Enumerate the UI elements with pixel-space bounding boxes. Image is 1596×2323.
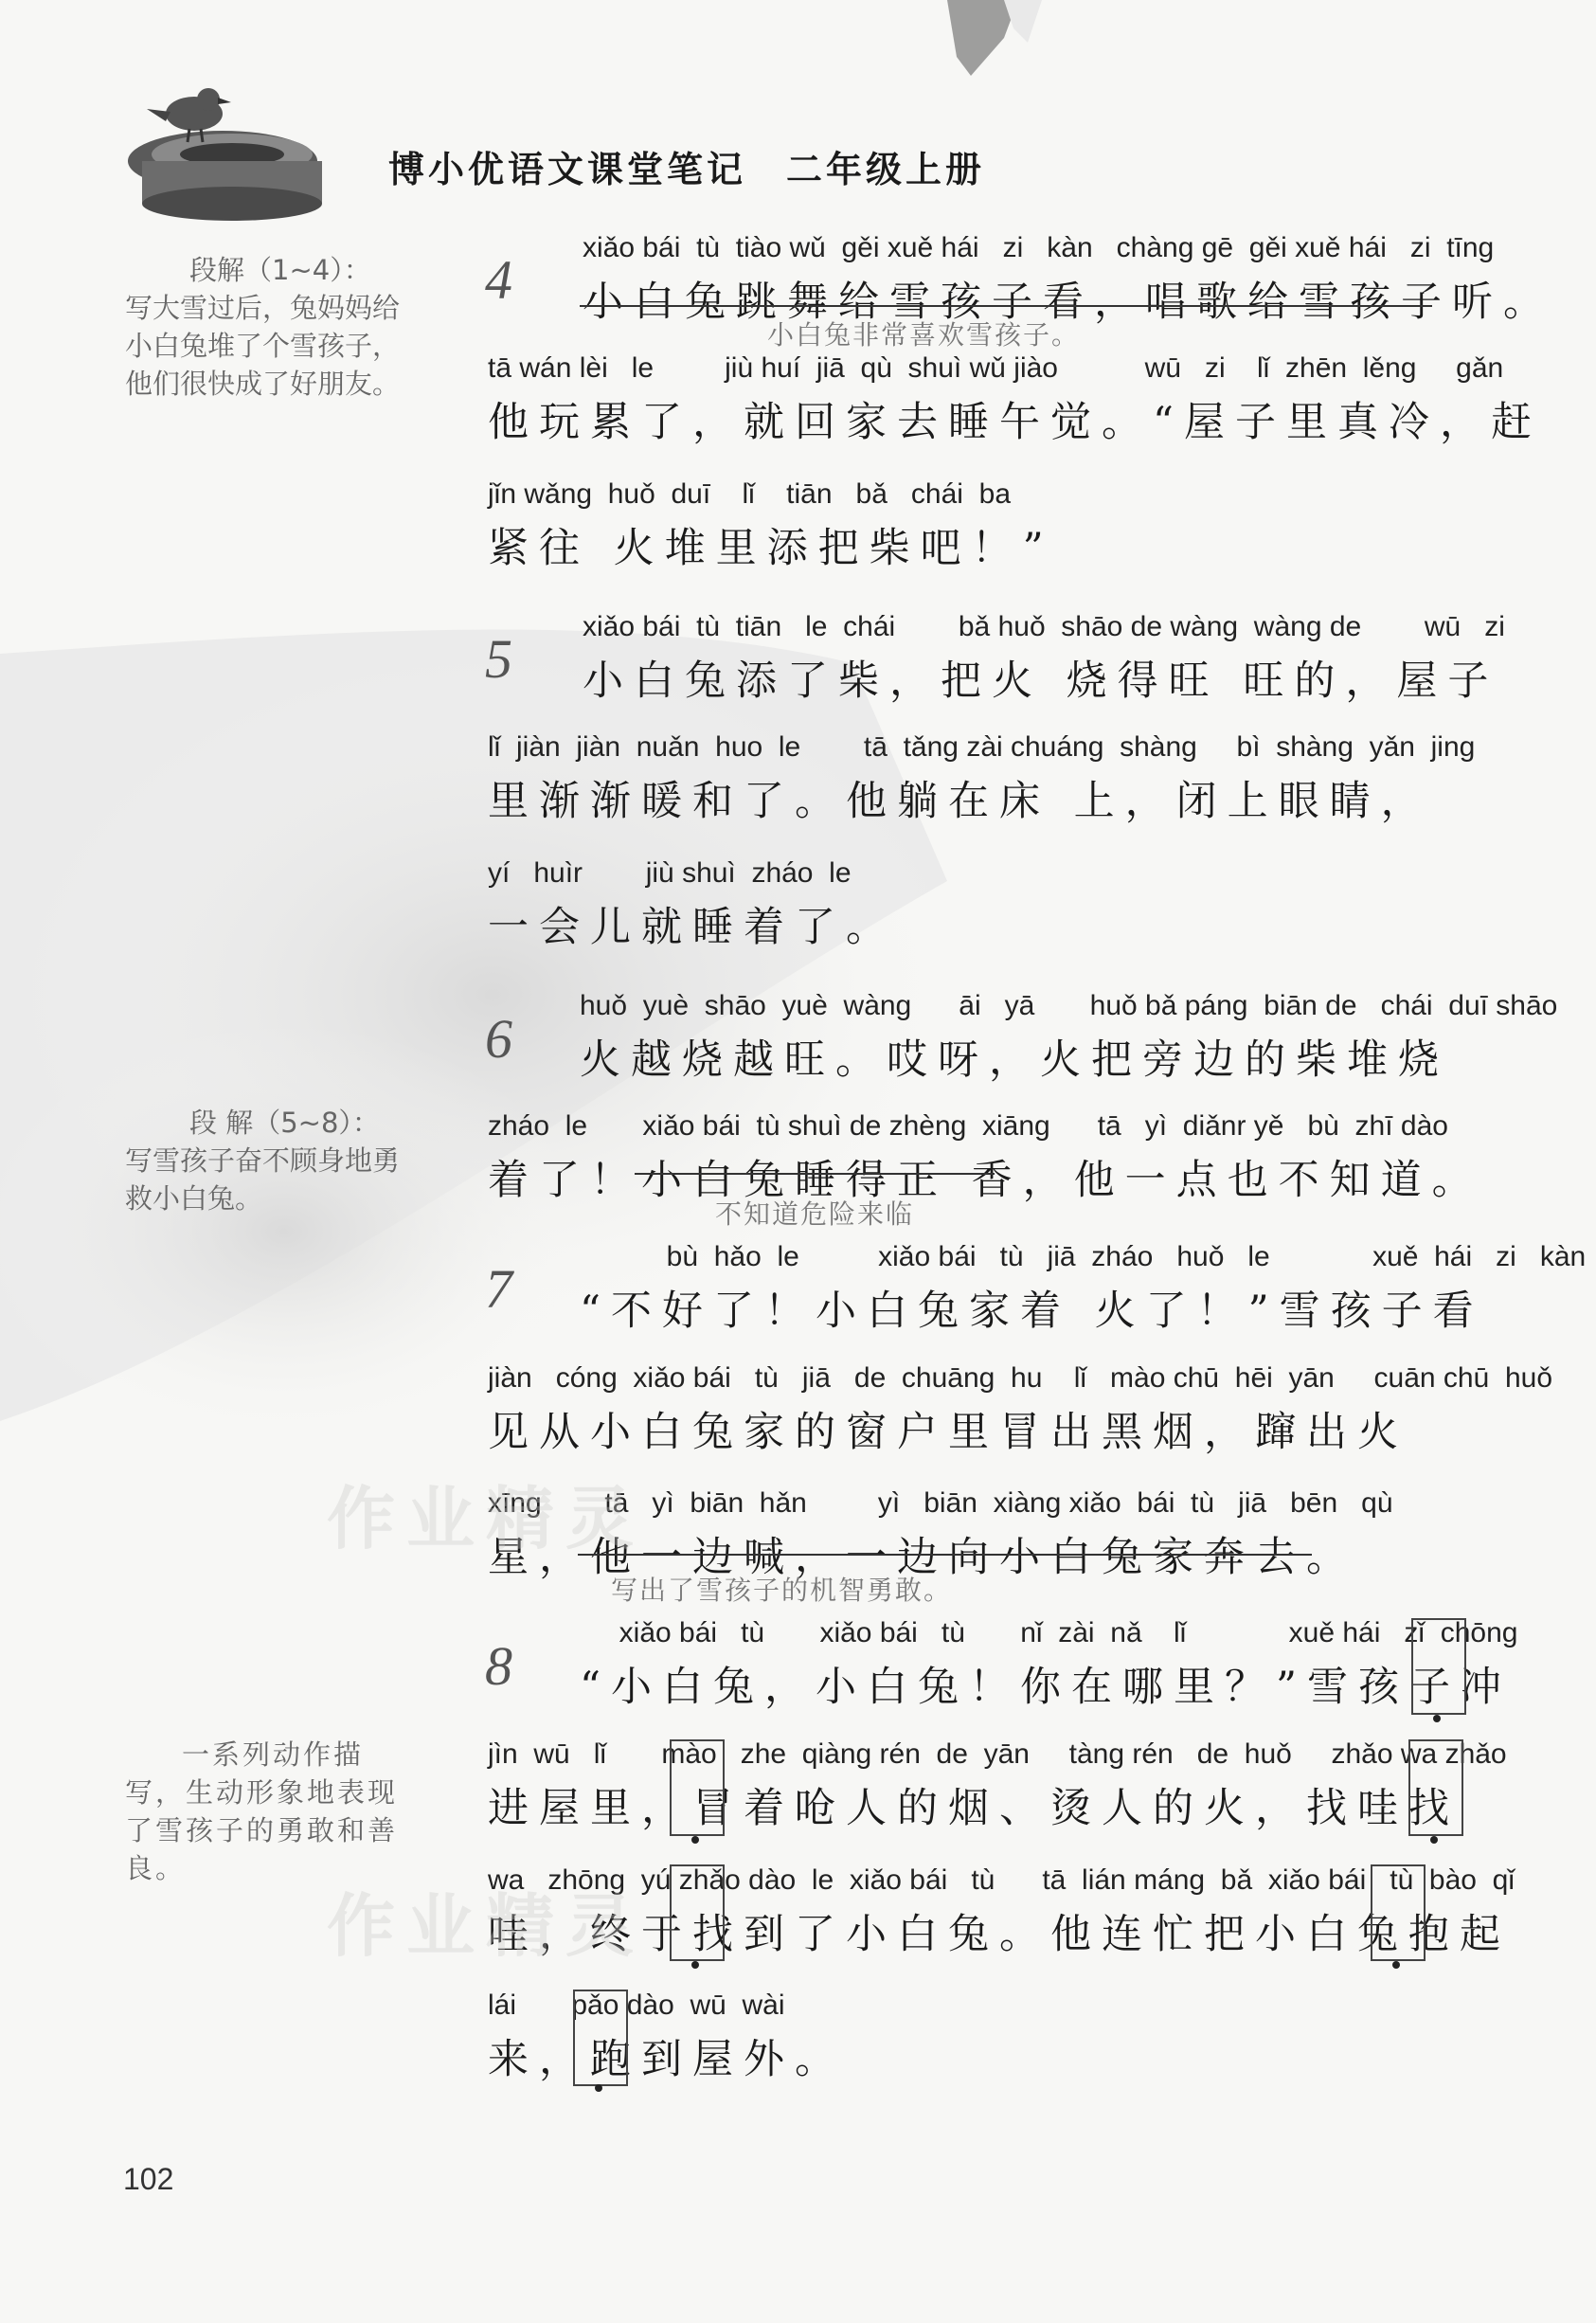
side-note-text: 写雪孩子奋不顾身地勇救小白兔。 bbox=[125, 1144, 401, 1215]
pinyin-line: zháo le xiǎo bái tù shuì de zhèng xiāng tā yì diǎnr yě bù zhī dào bbox=[488, 1110, 1448, 1142]
pinyin-line: xiǎo bái tù xiǎo bái tù nǐ zài nǎ lǐ xuě hái zǐ chōng bbox=[580, 1617, 1518, 1648]
highlight-box bbox=[1411, 1618, 1466, 1715]
text-underline bbox=[635, 1173, 995, 1175]
side-note-section-1 bbox=[125, 251, 409, 403]
emphasis-dot bbox=[1430, 1836, 1438, 1844]
text-line bbox=[488, 478, 1054, 574]
pinyin-line: tā wán lèi le jiù huí jiā qù shuì wǔ jiào wū zi lǐ zhēn lěng gǎn bbox=[488, 352, 1504, 384]
watermark: 作业精灵 bbox=[327, 1886, 646, 1966]
highlight-box bbox=[573, 1990, 628, 2086]
side-note-section-3 bbox=[125, 1736, 409, 1887]
emphasis-dot bbox=[691, 1961, 699, 1969]
paragraph-number: 5 bbox=[485, 628, 512, 690]
side-note-text: 写大雪过后，兔妈妈给小白兔堆了个雪孩子，他们很快成了好朋友。 bbox=[125, 292, 401, 400]
hanzi-line: 火越烧越旺。哎呀，火把旁边的柴堆烧 bbox=[580, 1036, 1449, 1084]
pinyin-line: xīng tā yì biān hǎn yì biān xiàng xiǎo bái tù jiā bēn qù bbox=[488, 1487, 1393, 1519]
hanzi-line: 里渐渐暖和了。他躺在床 上，闭上眼睛， bbox=[488, 778, 1432, 825]
paragraph-number: 4 bbox=[485, 249, 512, 311]
hanzi-line: 哇，终于找到了小白兔。他连忙把小白兔抱起 bbox=[488, 1911, 1511, 1958]
text-line bbox=[580, 1617, 1517, 1713]
hanzi-line: “不好了！小白兔家着 火了！”雪孩子看 bbox=[580, 1288, 1484, 1335]
paragraph-number: 6 bbox=[485, 1008, 512, 1070]
annotation-note: 不知道危险来临 bbox=[715, 1198, 915, 1230]
text-line bbox=[488, 1362, 1552, 1458]
hanzi-line: 来，跑到屋外。 bbox=[488, 2036, 846, 2083]
pinyin-line: xiǎo bái tù tiān le chái bǎ huǒ shāo de wàng wàng de wū zi bbox=[583, 611, 1505, 642]
text-line bbox=[580, 990, 1557, 1086]
pinyin-line: wa zhōng yú zhǎo dào le xiǎo bái tù tā lián máng bǎ xiǎo bái tù bào qǐ bbox=[488, 1864, 1515, 1896]
text-line bbox=[580, 1241, 1586, 1337]
pinyin-line: jǐn wǎng huǒ duī lǐ tiān bǎ chái ba bbox=[488, 478, 1011, 510]
pinyin-line: xiǎo bái tù tiào wǔ gěi xuě hái zi kàn chàng gē gěi xuě hái zi tīng bbox=[583, 232, 1495, 263]
page-number: 102 bbox=[123, 2162, 174, 2196]
emphasis-dot bbox=[595, 2084, 602, 2092]
side-note-title: 段解（1~4）： bbox=[189, 254, 371, 286]
pinyin-line: huǒ yuè shāo yuè wàng āi yā huǒ bǎ páng biān de chái duī shāo bbox=[580, 990, 1558, 1021]
emphasis-dot bbox=[1392, 1961, 1400, 1969]
paragraph-number: 8 bbox=[485, 1635, 512, 1697]
text-line bbox=[488, 731, 1475, 827]
pinyin-line: yí huìr jiù shuì zháo le bbox=[488, 857, 852, 889]
hanzi-line: 紧往 火堆里添把柴吧！” bbox=[488, 525, 1054, 572]
highlight-box bbox=[1408, 1739, 1463, 1836]
text-line bbox=[583, 232, 1554, 328]
pinyin-line: lái pǎo dào wū wài bbox=[488, 1990, 785, 2021]
watermark: 作业精灵 bbox=[327, 1479, 646, 1558]
side-note-section-2 bbox=[125, 1104, 409, 1217]
torn-corner bbox=[947, 0, 1018, 76]
text-line bbox=[583, 611, 1505, 707]
text-line bbox=[488, 1110, 1483, 1206]
hanzi-line: 他玩累了，就回家去睡午觉。“屋子里真冷，赶 bbox=[488, 399, 1542, 446]
text-underline bbox=[578, 1554, 1312, 1556]
highlight-box bbox=[670, 1864, 725, 1961]
hanzi-line: 小白兔跳舞给雪孩子看，唱歌给雪孩子听。 bbox=[583, 279, 1554, 326]
side-note-text: 一系列动作描写，生动形象地表现了雪孩子的勇敢和善良。 bbox=[125, 1738, 399, 1884]
hanzi-line: 着了！小白兔睡得正 香，他一点也不知道。 bbox=[488, 1157, 1483, 1204]
pinyin-line: jìn wū lǐ mào zhe qiàng rén de yān tàng rén de huǒ zhǎo wa zhǎo bbox=[488, 1738, 1507, 1770]
emphasis-dot bbox=[1433, 1715, 1441, 1722]
hanzi-line: 一会儿就睡着了。 bbox=[488, 904, 897, 951]
highlight-box bbox=[1371, 1864, 1426, 1961]
text-line bbox=[488, 857, 897, 953]
hanzi-line: “小白兔，小白兔！你在哪里？”雪孩子冲 bbox=[580, 1664, 1512, 1711]
text-line bbox=[488, 352, 1542, 448]
hanzi-line: 进屋里，冒着呛人的烟、烫人的火，找哇找 bbox=[488, 1785, 1460, 1832]
text-underline bbox=[580, 305, 1432, 307]
annotation-note: 小白兔非常喜欢雪孩子。 bbox=[767, 319, 1081, 351]
text-line bbox=[488, 1990, 846, 2085]
paragraph-number: 7 bbox=[485, 1258, 512, 1320]
hanzi-line: 小白兔添了柴，把火 烧得旺 旺的，屋子 bbox=[583, 657, 1499, 705]
highlight-box bbox=[670, 1739, 725, 1836]
page-title: 博小优语文课堂笔记 二年级上册 bbox=[388, 148, 986, 190]
pinyin-line: bù hǎo le xiǎo bái tù jiā zháo huǒ le xuě hái zi kàn bbox=[580, 1241, 1587, 1272]
pinyin-line: jiàn cóng xiǎo bái tù jiā de chuāng hu lǐ mào chū hēi yān cuān chū huǒ bbox=[488, 1362, 1553, 1394]
pinyin-line: lǐ jiàn jiàn nuǎn huo le tā tǎng zài chuáng shàng bì shàng yǎn jing bbox=[488, 731, 1476, 763]
text-line bbox=[488, 1738, 1507, 1834]
hanzi-line: 星，他一边喊，一边向小白兔家奔去。 bbox=[488, 1534, 1357, 1581]
annotation-note: 写出了雪孩子的机智勇敢。 bbox=[611, 1575, 953, 1606]
header-illustration-icon bbox=[128, 88, 322, 221]
hanzi-line: 见从小白兔家的窗户里冒出黑烟，蹿出火 bbox=[488, 1409, 1408, 1456]
emphasis-dot bbox=[691, 1836, 699, 1844]
side-note-title: 段 解（5~8）： bbox=[189, 1107, 380, 1139]
